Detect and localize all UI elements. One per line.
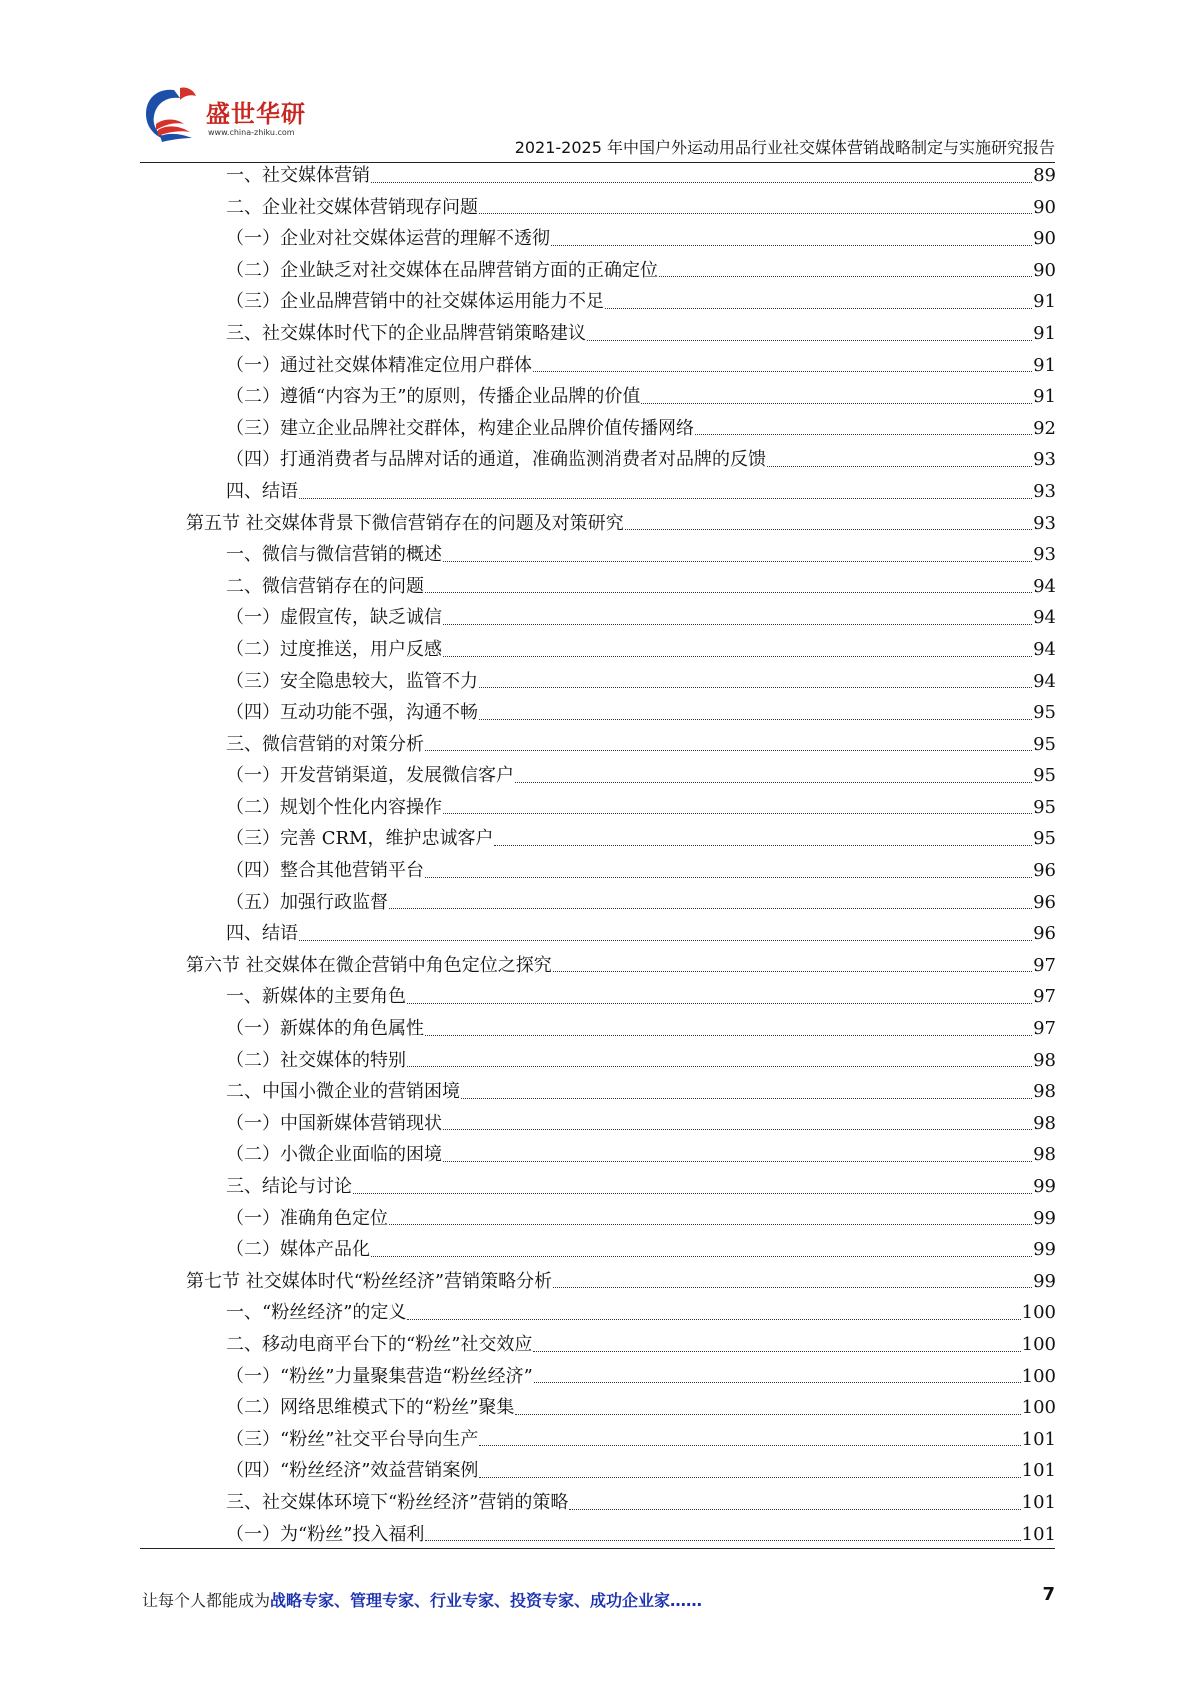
toc-entry-page: 94 [1033, 670, 1056, 692]
toc-entry-label: 二、微信营销存在的问题 [226, 575, 424, 597]
toc-entry[interactable] [186, 255, 1056, 287]
toc-entry-label: （二）媒体产品化 [226, 1239, 370, 1261]
toc-leader-dots [479, 686, 1032, 688]
toc-leader-dots [353, 1192, 1032, 1194]
toc-entry[interactable] [186, 192, 1056, 224]
toc-entry[interactable] [186, 1234, 1056, 1266]
toc-entry-label: 四、结语 [226, 480, 298, 502]
toc-entry-label: （一）新媒体的角色属性 [226, 1018, 424, 1040]
toc-leader-dots [479, 718, 1032, 720]
toc-entry-label: 一、“粉丝经济”的定义 [226, 1302, 407, 1324]
toc-leader-dots [479, 1476, 1020, 1478]
toc-entry-page: 91 [1033, 354, 1056, 376]
toc-entry-page: 98 [1033, 1112, 1056, 1134]
toc-entry[interactable] [186, 634, 1056, 666]
toc-entry[interactable] [186, 1045, 1056, 1077]
toc-entry-page: 96 [1033, 891, 1056, 913]
toc-entry[interactable] [186, 1266, 1056, 1298]
toc-leader-dots [371, 1255, 1032, 1257]
toc-entry[interactable] [186, 318, 1056, 350]
toc-entry-page: 91 [1033, 291, 1056, 313]
toc-entry-page: 101 [1021, 1428, 1056, 1450]
toc-entry-label: （一）为“粉丝”投入福利 [226, 1523, 425, 1545]
toc-entry[interactable] [186, 413, 1056, 445]
toc-leader-dots [443, 812, 1032, 814]
logo-icon [140, 84, 204, 146]
toc-entry[interactable] [186, 792, 1056, 824]
logo-url: www.china-zhiku.com [208, 128, 295, 137]
toc-entry-page: 100 [1021, 1302, 1056, 1324]
toc-entry-page: 93 [1033, 480, 1056, 502]
toc-leader-dots [553, 970, 1032, 972]
toc-leader-dots [533, 370, 1032, 372]
toc-leader-dots [371, 181, 1032, 183]
toc-entry[interactable] [186, 1139, 1056, 1171]
toc-entry-page: 97 [1033, 1018, 1056, 1040]
toc-entry[interactable] [186, 981, 1056, 1013]
toc-entry[interactable] [186, 539, 1056, 571]
toc-entry[interactable] [186, 1297, 1056, 1329]
toc-entry-label: （一）中国新媒体营销现状 [226, 1112, 442, 1134]
toc-entry-page: 99 [1033, 1270, 1056, 1292]
toc-entry[interactable] [186, 444, 1056, 476]
toc-entry[interactable] [186, 476, 1056, 508]
toc-leader-dots [587, 339, 1032, 341]
toc-entry[interactable] [186, 350, 1056, 382]
toc-entry[interactable] [186, 855, 1056, 887]
toc-leader-dots [407, 1065, 1032, 1067]
report-title: 2021-2025 年中国户外运动用品行业社交媒体营销战略制定与实施研究报告 [514, 138, 1055, 157]
toc-entry-page: 100 [1021, 1397, 1056, 1419]
toc-entry[interactable] [186, 823, 1056, 855]
toc-entry-page: 95 [1033, 796, 1056, 818]
toc-entry-page: 98 [1033, 1049, 1056, 1071]
toc-leader-dots [407, 1002, 1032, 1004]
toc-entry-label: 二、中国小微企业的营销困境 [226, 1081, 460, 1103]
toc-leader-dots [425, 749, 1032, 751]
toc-entry-page: 95 [1033, 828, 1056, 850]
toc-entry-label: （四）“粉丝经济”效益营销案例 [226, 1460, 479, 1482]
toc-entry[interactable] [186, 760, 1056, 792]
toc-entry-label: （三）建立企业品牌社交群体，构建企业品牌价值传播网络 [226, 417, 694, 439]
toc-entry-label: 三、结论与讨论 [226, 1176, 352, 1197]
toc-leader-dots [461, 1097, 1032, 1099]
toc-leader-dots [389, 1223, 1032, 1225]
toc-entry-page: 95 [1033, 733, 1056, 755]
toc-entry-page: 93 [1033, 449, 1056, 471]
footer-slogan-highlight: 战略专家、管理专家、行业专家、投资专家、成功企业家…… [270, 1591, 703, 1610]
toc-entry-label: （一）企业对社交媒体运营的理解不透彻 [226, 228, 550, 250]
toc-entry-label: （四）互动功能不强，沟通不畅 [226, 702, 478, 724]
toc-entry[interactable] [186, 1171, 1056, 1203]
toc-entry-label: 第六节 社交媒体在微企营销中角色定位之探究 [186, 954, 552, 976]
toc-entry-label: 三、社交媒体时代下的企业品牌营销策略建议 [226, 322, 586, 344]
toc-entry-label: （五）加强行政监督 [226, 891, 388, 913]
toc-leader-dots [534, 1381, 1021, 1383]
toc-entry-label: 三、微信营销的对策分析 [226, 733, 424, 755]
toc-entry-page: 100 [1021, 1333, 1056, 1355]
toc-entry[interactable] [186, 1455, 1056, 1487]
toc-entry-label: （三）安全隐患较大，监管不力 [226, 670, 478, 692]
toc-entry-label: （三）企业品牌营销中的社交媒体运用能力不足 [226, 291, 604, 313]
toc-entry-label: 第五节 社交媒体背景下微信营销存在的问题及对策研究 [186, 512, 624, 534]
footer-slogan [142, 1588, 702, 1611]
toc-leader-dots [551, 244, 1032, 246]
footer-divider [140, 1548, 1055, 1549]
footer-slogan-prefix: 让每个人都能成为 [142, 1591, 271, 1610]
logo-name: 盛世华研 [206, 100, 306, 128]
toc-entry-label: （二）网络思维模式下的“粉丝”聚集 [226, 1397, 515, 1419]
toc-leader-dots [515, 1413, 1020, 1415]
toc-entry[interactable] [186, 1424, 1056, 1456]
toc-entry[interactable] [186, 571, 1056, 603]
toc-entry[interactable] [186, 950, 1056, 982]
toc-entry[interactable] [186, 1108, 1056, 1140]
toc-entry-page: 98 [1033, 1081, 1056, 1103]
toc-entry-page: 90 [1033, 259, 1056, 281]
toc-entry-page: 99 [1033, 1239, 1056, 1261]
toc-entry-label: （一）准确角色定位 [226, 1207, 388, 1229]
toc-entry-page: 101 [1021, 1460, 1056, 1482]
toc-entry[interactable] [186, 1203, 1056, 1235]
toc-entry[interactable] [186, 602, 1056, 634]
toc-entry-page: 93 [1033, 544, 1056, 566]
toc-entry-label: （一）通过社交媒体精准定位用户群体 [226, 354, 532, 376]
toc-entry-page: 92 [1033, 417, 1056, 439]
page-number: 7 [1042, 1584, 1055, 1605]
toc-entry-label: 四、结语 [226, 923, 298, 945]
toc-entry[interactable] [186, 729, 1056, 761]
toc-entry-page: 99 [1033, 1207, 1056, 1229]
toc-leader-dots [425, 876, 1032, 878]
toc-entry-page: 90 [1033, 196, 1056, 218]
page-header [140, 80, 1055, 163]
toc-leader-dots [443, 1160, 1032, 1162]
toc-entry[interactable] [186, 223, 1056, 255]
toc-entry-page: 101 [1021, 1523, 1056, 1545]
toc-entry-page: 94 [1033, 607, 1056, 629]
toc-entry-label: （四）整合其他营销平台 [226, 860, 424, 882]
toc-leader-dots [553, 1286, 1032, 1288]
toc-leader-dots [299, 939, 1032, 941]
toc-entry-label: （一）开发营销渠道，发展微信客户 [226, 765, 514, 787]
toc-entry-label: （二）社交媒体的特别 [226, 1049, 406, 1071]
toc-entry-page: 96 [1033, 860, 1056, 882]
toc-leader-dots [494, 844, 1032, 846]
toc-leader-dots [443, 1128, 1032, 1130]
toc-entry[interactable] [186, 918, 1056, 950]
toc-entry-label: 一、社交媒体营销 [226, 165, 370, 186]
toc-entry-label: 一、新媒体的主要角色 [226, 986, 406, 1008]
toc-leader-dots [425, 591, 1032, 593]
toc-leader-dots [479, 1444, 1020, 1446]
toc-leader-dots [425, 1034, 1032, 1036]
toc-entry-page: 96 [1033, 923, 1056, 945]
toc-leader-dots [443, 560, 1032, 562]
toc-leader-dots [443, 623, 1032, 625]
toc-entry[interactable] [186, 887, 1056, 919]
toc-entry-label: （一）“粉丝”力量聚集营造“粉丝经济” [226, 1365, 533, 1387]
toc-leader-dots [569, 1508, 1020, 1510]
toc-entry[interactable] [186, 508, 1056, 540]
toc-entry-page: 91 [1033, 322, 1056, 344]
toc-entry-label: （二）规划个性化内容操作 [226, 796, 442, 818]
toc-entry[interactable] [186, 1361, 1056, 1393]
toc-entry-label: （二）遵循“内容为王”的原则，传播企业品牌的价值 [226, 386, 641, 408]
toc-entry-label: 二、企业社交媒体营销现存问题 [226, 196, 478, 218]
toc-entry-page: 101 [1021, 1491, 1056, 1513]
toc-leader-dots [659, 275, 1032, 277]
toc-leader-dots [479, 212, 1032, 214]
toc-entry-label: 三、社交媒体环境下“粉丝经济”营销的策略 [226, 1491, 569, 1513]
toc-leader-dots [605, 307, 1032, 309]
toc-entry[interactable] [186, 381, 1056, 413]
toc-entry-label: （二）小微企业面临的困境 [226, 1144, 442, 1166]
toc-entry-page: 97 [1033, 986, 1056, 1008]
toc-entry-label: （一）虚假宣传，缺乏诚信 [226, 607, 442, 629]
toc-entry[interactable] [186, 160, 1056, 192]
toc-entry-page: 93 [1033, 512, 1056, 534]
toc-entry[interactable] [186, 1487, 1056, 1519]
toc-leader-dots [625, 528, 1032, 530]
toc-entry-page: 95 [1033, 702, 1056, 724]
toc-entry-label: （三）“粉丝”社交平台导向生产 [226, 1428, 479, 1450]
toc-entry-page: 95 [1033, 765, 1056, 787]
toc-entry-page: 100 [1021, 1365, 1056, 1387]
toc-entry[interactable] [186, 666, 1056, 698]
toc-leader-dots [515, 781, 1032, 783]
table-of-contents [186, 160, 1056, 1550]
toc-entry[interactable] [186, 1519, 1056, 1551]
toc-leader-dots [641, 402, 1032, 404]
toc-leader-dots [389, 907, 1032, 909]
toc-leader-dots [767, 465, 1032, 467]
toc-entry-page: 90 [1033, 228, 1056, 250]
toc-entry-label: （二）过度推送，用户反感 [226, 638, 442, 660]
toc-leader-dots [443, 655, 1032, 657]
toc-entry-page: 99 [1033, 1176, 1056, 1197]
toc-entry-label: 第七节 社交媒体时代“粉丝经济”营销策略分析 [186, 1270, 553, 1292]
toc-entry-page: 98 [1033, 1144, 1056, 1166]
toc-entry-label: 一、微信与微信营销的概述 [226, 544, 442, 566]
toc-leader-dots [533, 1350, 1020, 1352]
toc-entry[interactable] [186, 1076, 1056, 1108]
toc-leader-dots [425, 1539, 1020, 1541]
toc-entry-label: （三）完善 CRM，维护忠诚客户 [226, 828, 494, 850]
toc-entry-page: 94 [1033, 638, 1056, 660]
toc-entry-page: 97 [1033, 954, 1056, 976]
toc-leader-dots [695, 433, 1032, 435]
toc-entry-label: （二）企业缺乏对社交媒体在品牌营销方面的正确定位 [226, 259, 658, 281]
toc-entry-page: 89 [1033, 165, 1056, 186]
toc-entry-page: 91 [1033, 386, 1056, 408]
toc-entry[interactable] [186, 1013, 1056, 1045]
toc-leader-dots [299, 497, 1032, 499]
toc-entry-label: （四）打通消费者与品牌对话的通道，准确监测消费者对品牌的反馈 [226, 449, 766, 471]
toc-entry-page: 94 [1033, 575, 1056, 597]
logo [140, 84, 310, 148]
toc-entry[interactable] [186, 697, 1056, 729]
toc-entry[interactable] [186, 286, 1056, 318]
toc-entry[interactable] [186, 1392, 1056, 1424]
toc-entry[interactable] [186, 1329, 1056, 1361]
toc-entry-label: 二、移动电商平台下的“粉丝”社交效应 [226, 1333, 533, 1355]
toc-leader-dots [407, 1318, 1020, 1320]
